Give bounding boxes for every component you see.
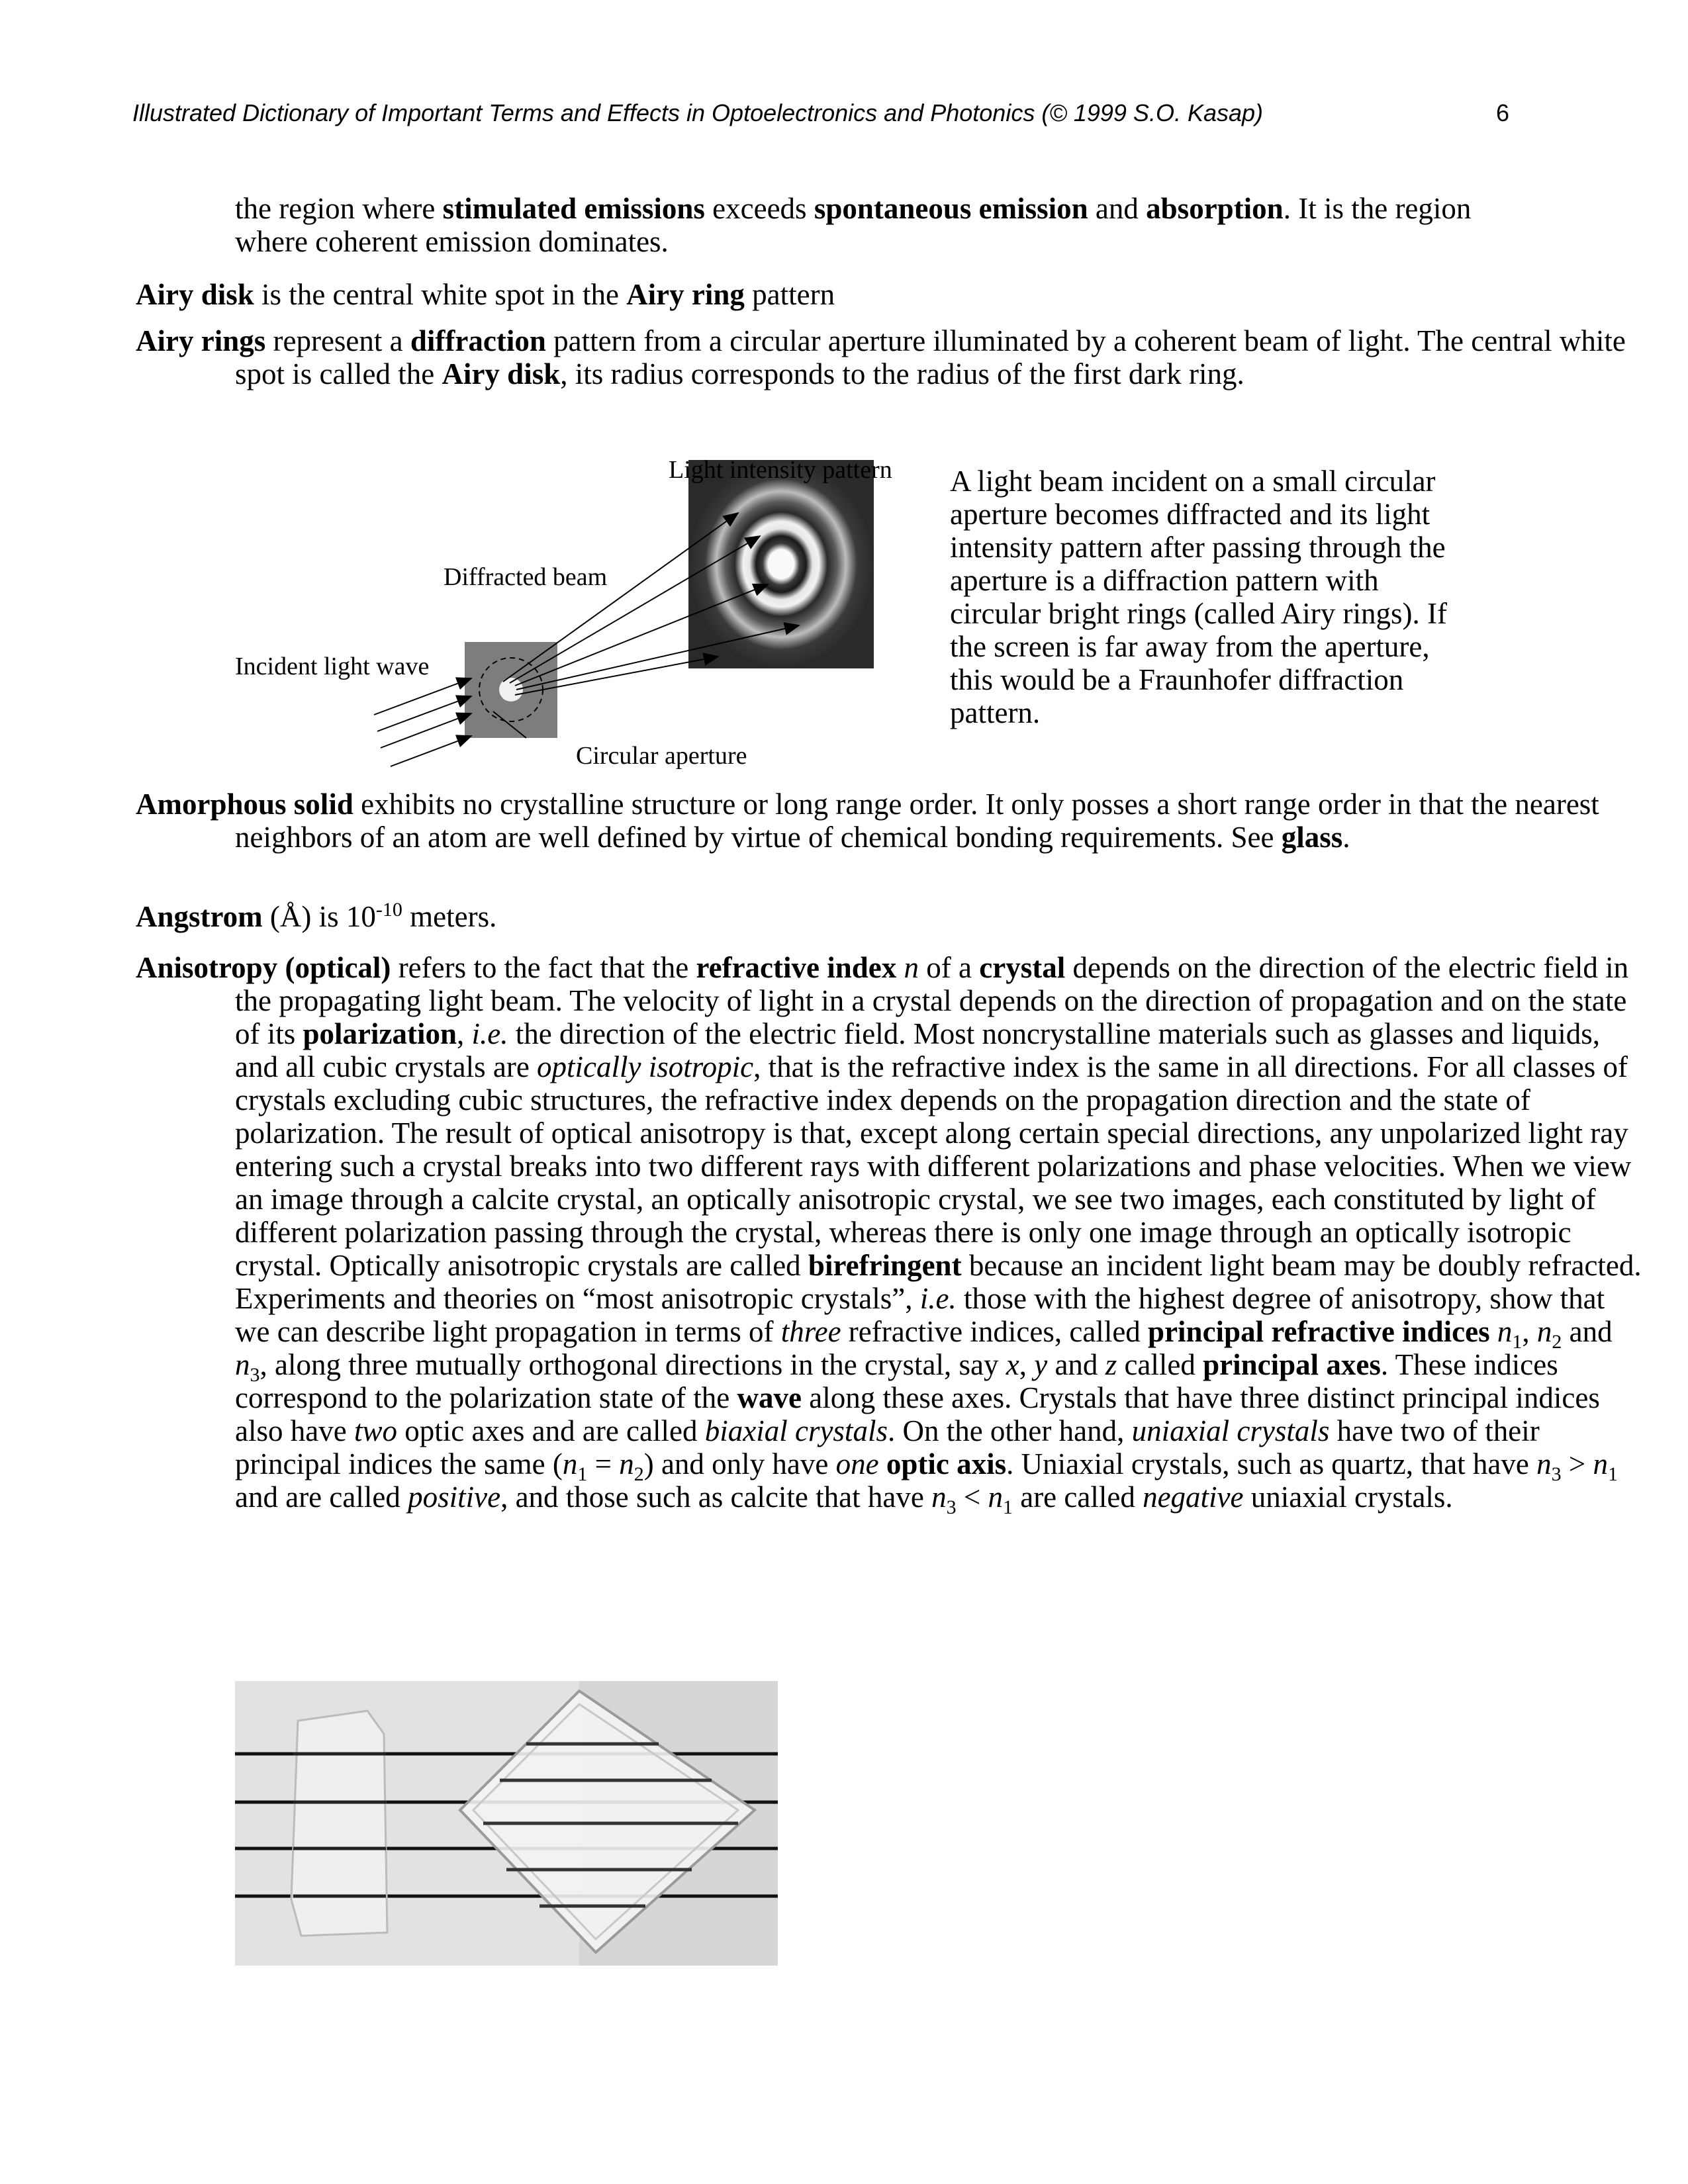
crystal-photo-drawing — [235, 1681, 778, 1966]
entry-angstrom: Angstrom (Å) is $10^{-10}$ meters. — [136, 899, 497, 933]
entry-amorphous-solid: Amorphous solid exhibits no crystalline structure or long range order. It only posses a short range order in that the nearest neighbors of an atom are well defined by virtue of chemical bonding requirements. See glass. — [136, 788, 1599, 854]
diffraction-diagram — [225, 450, 920, 781]
term-airy-disk: Airy disk — [136, 278, 254, 311]
term-angstrom: Angstrom — [136, 900, 263, 933]
running-title: Illustrated Dictionary of Important Terms and Effects in Optoelectronics and Photonics (© 1999 S.O. Kasap) — [132, 99, 1264, 126]
page-number: 6 — [1495, 99, 1509, 126]
label-circular-aperture: Circular aperture — [576, 742, 747, 770]
airy-diffraction-figure — [225, 450, 920, 781]
label-intensity-pattern: Light intensity pattern — [669, 456, 892, 484]
entry-airy-rings: Airy rings represent a diffraction pattern from a circular aperture illuminated by a coherent beam of light. The central white spot is called the Airy disk, its radius corresponds to the radius of the first dark ring. — [136, 324, 1626, 390]
aperture-hole — [499, 678, 523, 702]
crystal-photo — [235, 1681, 778, 1966]
label-diffracted-beam: Diffracted beam — [444, 563, 608, 591]
entry-airy-disk: Airy disk is the central white spot in the Airy ring pattern — [136, 278, 835, 311]
term-airy-rings: Airy rings — [136, 324, 266, 357]
page-header — [132, 99, 1509, 139]
figure-caption: A light beam incident on a small circular aperture becomes diffracted and its light intensity pattern after passing through the aperture is a diffraction pattern with circular bright rings (called Airy rings). If the screen is far away from the aperture, this would be a Fraunhofer diffraction pattern. — [950, 465, 1448, 729]
continued-paragraph: the region where stimulated emissions exceeds spontaneous emission and absorption. It is the region where coherent emission dominates. — [235, 192, 1472, 258]
entry-anisotropy: Anisotropy (optical) refers to the fact that the refractive index n of a crystal depends on the direction of the electric field in the propagating light beam. The velocity of light in a crystal depends on the direction of propagation and on the state of its polarization, i.e. the direction of the electric field. Most noncrystalline materials such as glasses and liquids, and all cubic crystals are optically isotropic, that is the refractive index is the same in all directions. For all classes of crystals excluding cubic structures, the refractive index depends on the propagation direction and the state of polarization. The result of optical anisotropy is that, except along certain special directions, any unpolarized light ray entering such a crystal breaks into two different rays with different polarizations and phase velocities. When we view an image through a calcite crystal, an optically anisotropic crystal, we see two images, each constituted by light of different polarization passing through the crystal, whereas there is only one image through an optically isotropic crystal. Optically anisotropic crystals are called birefringent because an incident light beam may be doubly refracted. Experiments and theories on “most anisotropic crystals”, i.e. those with the highest degree of anisotropy, show that we can describe light propagation in terms of three refractive indices, called principal refractive indices $n_1$, $n_2$ and $n_3$, along three mutually orthogonal directions in the crystal, say x, y and z called principal axes. These indices correspond to the polarization state of the wave along these axes. Crystals that have three distinct principal indices also have two optic axes and are called biaxial crystals. On the other hand, uniaxial crystals have two of their principal indices the same $(n_1 = n_2)$ and only have one optic axis. Uniaxial crystals, such as quartz, that have $n_3 > n_1$ and are called positive, and those such as calcite that have $n_3 < n_1$ are called negative uniaxial crystals. — [136, 951, 1642, 1518]
quartz-crystal — [291, 1711, 387, 1936]
term-amorphous-solid: Amorphous solid — [136, 788, 353, 821]
term-anisotropy: Anisotropy (optical) — [136, 951, 391, 984]
label-incident-light: Incident light wave — [235, 653, 430, 680]
